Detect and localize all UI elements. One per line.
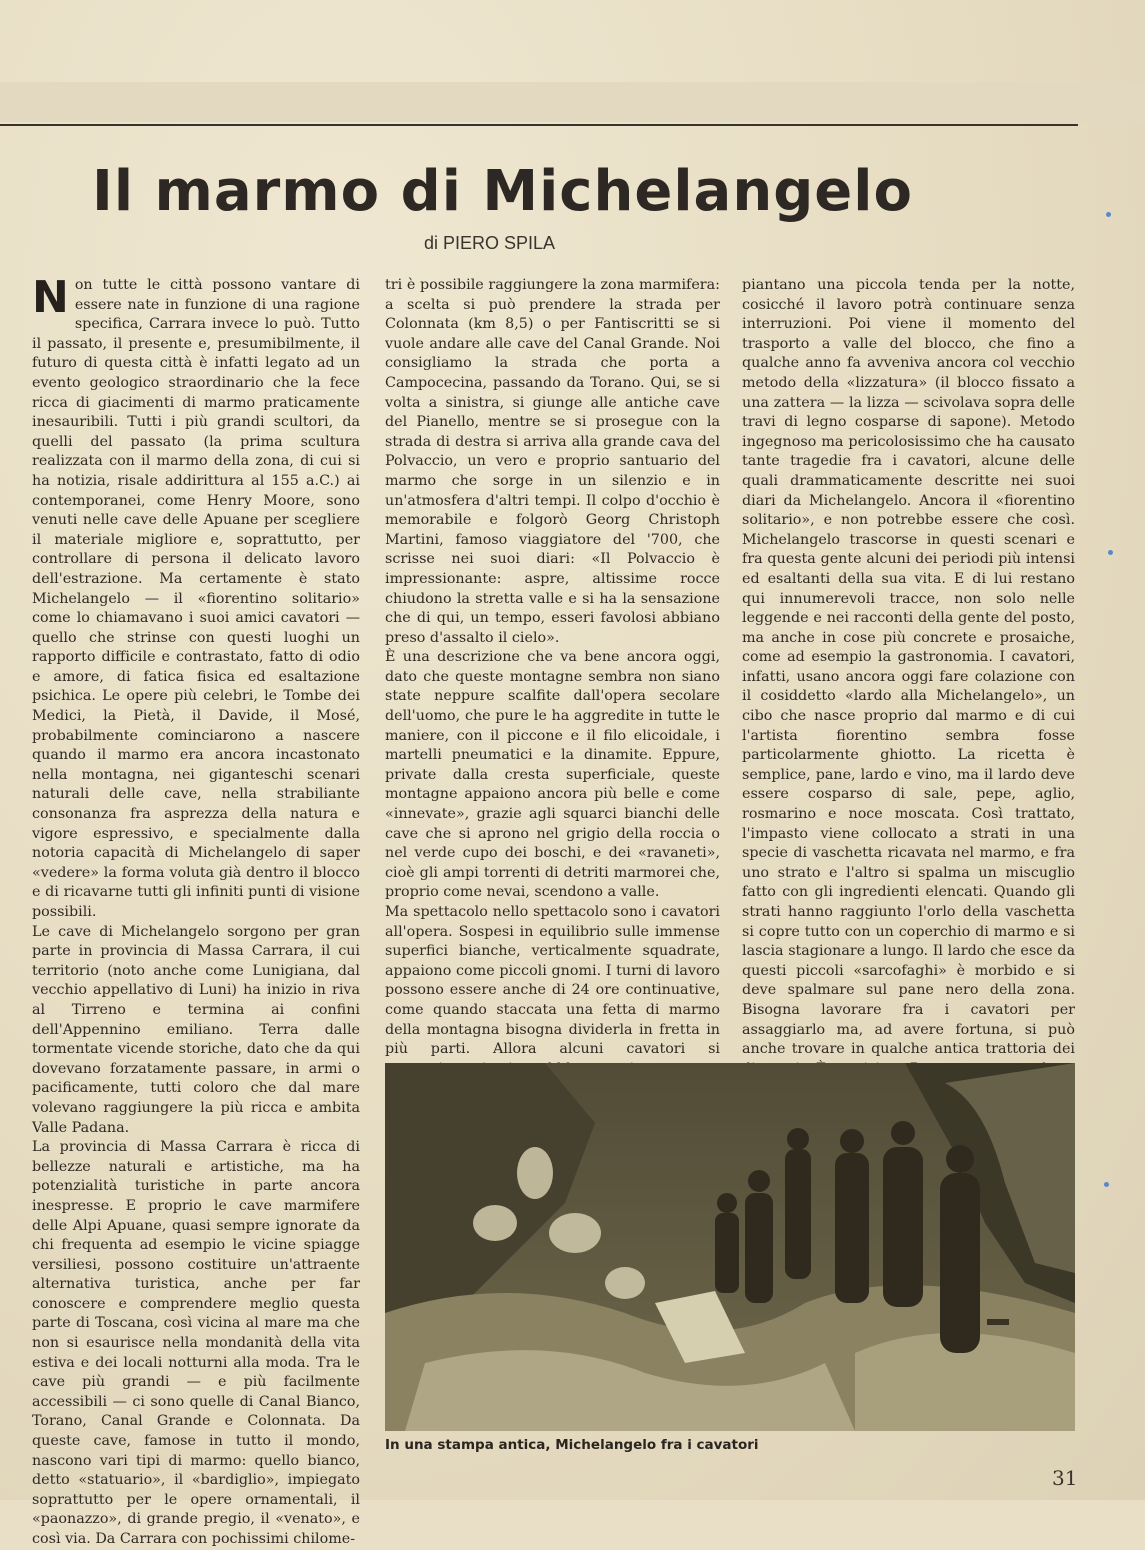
- article-column-3: [742, 276, 1075, 1099]
- paragraph: tri è possibile raggiungere la zona marmifera: a scelta si può prendere la strada per Colonnata (km 8,5) o per Fantiscritti se si vuole andare alle cave del Canal Grande. Noi consigliamo la strada che porta a Campocecina, passando da Torano. Qui, se si volta a sinistra, si giunge alle antiche cave del Pianello, mentre se si prosegue con la strada di destra si arriva alla grande cava del Polvaccio, un vero e proprio santuario del marmo che sorge in un silenzio e in un'atmosfera d'altri tempi. Il colpo d'occhio è memorabile e folgorò Georg Christoph Martini, famoso viaggiatore del '700, che scrisse nei suoi diari: «Il Polvaccio è impressionante: aspre, altissime rocce chiudono la stretta valle e si ha la sensazione che di qui, un tempo, esseri favolosi abbiano preso d'assalto il cielo».: [385, 277, 720, 646]
- paragraph-text: on tutte le città possono vantare di essere nate in funzione di una ragione specifica, Carrara invece lo può. Tutto il passato, il presente e, presumibilmente, il futuro di questa città è infatti legato ad un evento geologico straordinario che la fece ricca di giacimenti di marmo praticamente inesauribili. Tutti i più grandi scultori, da quelli del passato (la prima scultura realizzata con il marmo della zona, di cui si ha notizia, risale addirittura al 155 a.C.) ai contemporanei, come Henry Moore, sono venuti nelle cave delle Apuane per scegliere il materiale migliore e, soprattutto, per controllare di persona il delicato lavoro dell'estrazione. Ma certamente è stato Michelangelo — il «fiorentino solitario» come lo chiamavano i suoi amici cavatori — quello che strinse con questi luoghi un rapporto difficile e contrastato, fatto di odio e amore, di fatica fisica ed esaltazione psichica. Le opere più celebri, le Tombe dei Medici, la Pietà, il Davide, il Mosé, probabilmente cominciarono a nascere quando il marmo era ancora incastonato nella montagna, nei giganteschi scenari naturali delle cave, nella strabiliante consonanza fra asprezza della natura e vigore espressivo, e specialmente dalla notoria capacità di Michelangelo di saper «vedere» la forma voluta già dentro il blocco e di ricavarne tutti gli infiniti punti di visione possibili.: [32, 277, 360, 920]
- page-number: 31: [1052, 1466, 1078, 1490]
- article-column-1: [32, 272, 360, 1550]
- margin-dot-decoration: [1106, 212, 1111, 217]
- figure-caption: In una stampa antica, Michelangelo fra i cavatori: [385, 1437, 759, 1453]
- margin-dot-decoration: [1104, 1182, 1109, 1187]
- article-byline: di PIERO SPILA: [424, 233, 556, 253]
- paragraph: È una descrizione che va bene ancora oggi, dato che queste montagne sembra non siano state neppure scalfite dall'opera secolare dell'uomo, che pure le ha aggredite in tutte le maniere, con il piccone e il filo elicoidale, i martelli pneumatici e la dinamite. Eppure, private dalla cresta superficiale, queste montagne appaiono ancora più belle e come «innevate», grazie agli squarci bianchi delle cave che si aprono nel grigio della roccia o nel verde cupo dei boschi, e dei «ravaneti», cioè gli ampi torrenti di detriti marmorei che, proprio come nevai, scendono a valle.: [385, 649, 720, 901]
- paragraph: [32, 272, 360, 923]
- engraving-illustration: [385, 1063, 1075, 1431]
- paragraph: Ma spettacolo nello spettacolo sono i cavatori all'opera. Sospesi in equilibrio sulle immense superfici bianche, verticalmente squadrate, appaiono come piccoli gnomi. I turni di lavoro possono essere anche di 24 ore continuative, come quando staccata una fetta di marmo della montagna bisogna dividerla in fretta in più parti. Allora alcuni cavatori si: [385, 904, 720, 1058]
- paragraph: [742, 276, 1075, 1099]
- header-band: [0, 82, 1145, 122]
- header-rule: [0, 124, 1078, 126]
- engraving-photo: [385, 1063, 1075, 1431]
- drop-cap: N: [32, 272, 69, 323]
- article-title: Il marmo di Michelangelo: [92, 159, 913, 224]
- paragraph: La provincia di Massa Carrara è ricca di bellezze naturali e artistiche, ma ha potenzialità turistiche in parte ancora inespresse. E proprio le cave marmifere delle Alpi Apuane, quasi sempre ignorate da chi frequenta ad esempio le vicine spiagge versiliesi, possono costituire un'attraente alternativa turistica, anche per far conoscere e comprendere meglio questa parte di Toscana, così vicina al mare ma che non si esaurisce nella mondanità della vita estiva e dei locali notturni alla moda. Tra le cave più grandi — e più facilmente accessibili — ci sono quelle di Canal Bianco, Torano, Canal Grande e Colonnata. Da queste cave, famose in tutto il mondo, nascono vari tipi di marmo: quello bianco, detto «statuario», il «bardiglio», impiegato soprattutto per le opere ornamentali, il «paonazzo», di grande pregio, il «venato», e così via. Da Carrara con pochissimi chilome-: [32, 1139, 360, 1547]
- paragraph-text: piantano una piccola tenda per la notte, cosicché il lavoro potrà continuare senza interruzioni. Poi viene il momento del trasporto a valle del blocco, che fino a qualche anno fa avveniva ancora col vecchio metodo della «lizzatura» (il blocco fissato a una zattera — la lizza — scivolava sopra delle travi di legno cosparse di sapone). Metodo ingegnoso ma pericolosissimo che ha causato tante tragedie fra i cavatori, alcune delle quali drammaticamente descritte nei suoi diari da Michelangelo. Ancora il «fiorentino solitario», e non potrebbe essere che così. Michelangelo trascorse in questi scenari e fra questa gente alcuni dei periodi più intensi ed esaltanti della sua vita. E di lui restano qui innumerevoli tracce, non solo nelle leggende e nei racconti della gente del posto, ma anche in cose più concrete e prosaiche, come ad esempio la gastronomia. I cavatori, infatti, usano ancora oggi fare colazione con il cosiddetto «lardo alla Michelangelo», un cibo che nasce proprio dal marmo e di cui l'artista fiorentino sembra fosse particolarmente ghiotto. La ricetta è semplice, pane, lardo e vino, ma il lardo deve essere cosparso di sale, pepe, aglio, rosmarino e noce moscata. Così trattato, l'impasto viene collocato a strati in una specie di vaschetta ricavata nel marmo, e fra uno strato e l'altro si spalma un miscuglio fatto con gli ingredienti elencati. Quando gli strati hanno raggiunto l'orlo della vaschetta si copre tutto con un coperchio di marmo e si lascia stagionare a lungo. Il lardo che esce da questi piccoli «sarcofaghi» è morbido e si deve spalmare sul pane nero della zona. Bisogna lavorare fra i cavatori per assaggiarlo ma, ad avere fortuna, si può anche trovare in qualche antica trattoria dei: [742, 277, 1075, 1058]
- article-column-2: [385, 276, 720, 1079]
- margin-dot-decoration: [1108, 550, 1113, 555]
- paragraph: Le cave di Michelangelo sorgono per gran parte in provincia di Massa Carrara, il cui territorio (noto anche come Lunigiana, dal vecchio appellativo di Luni) ha inizio in riva al Tirreno e termina ai confini dell'Appennino emiliano. Terra dalle tormentate vicende storiche, dato che da qui dovevano forzatamente passare, in armi o pacificamente, tutti coloro che dal mare volevano raggiungere la più ricca e ambita Valle Padana.: [32, 923, 360, 1136]
